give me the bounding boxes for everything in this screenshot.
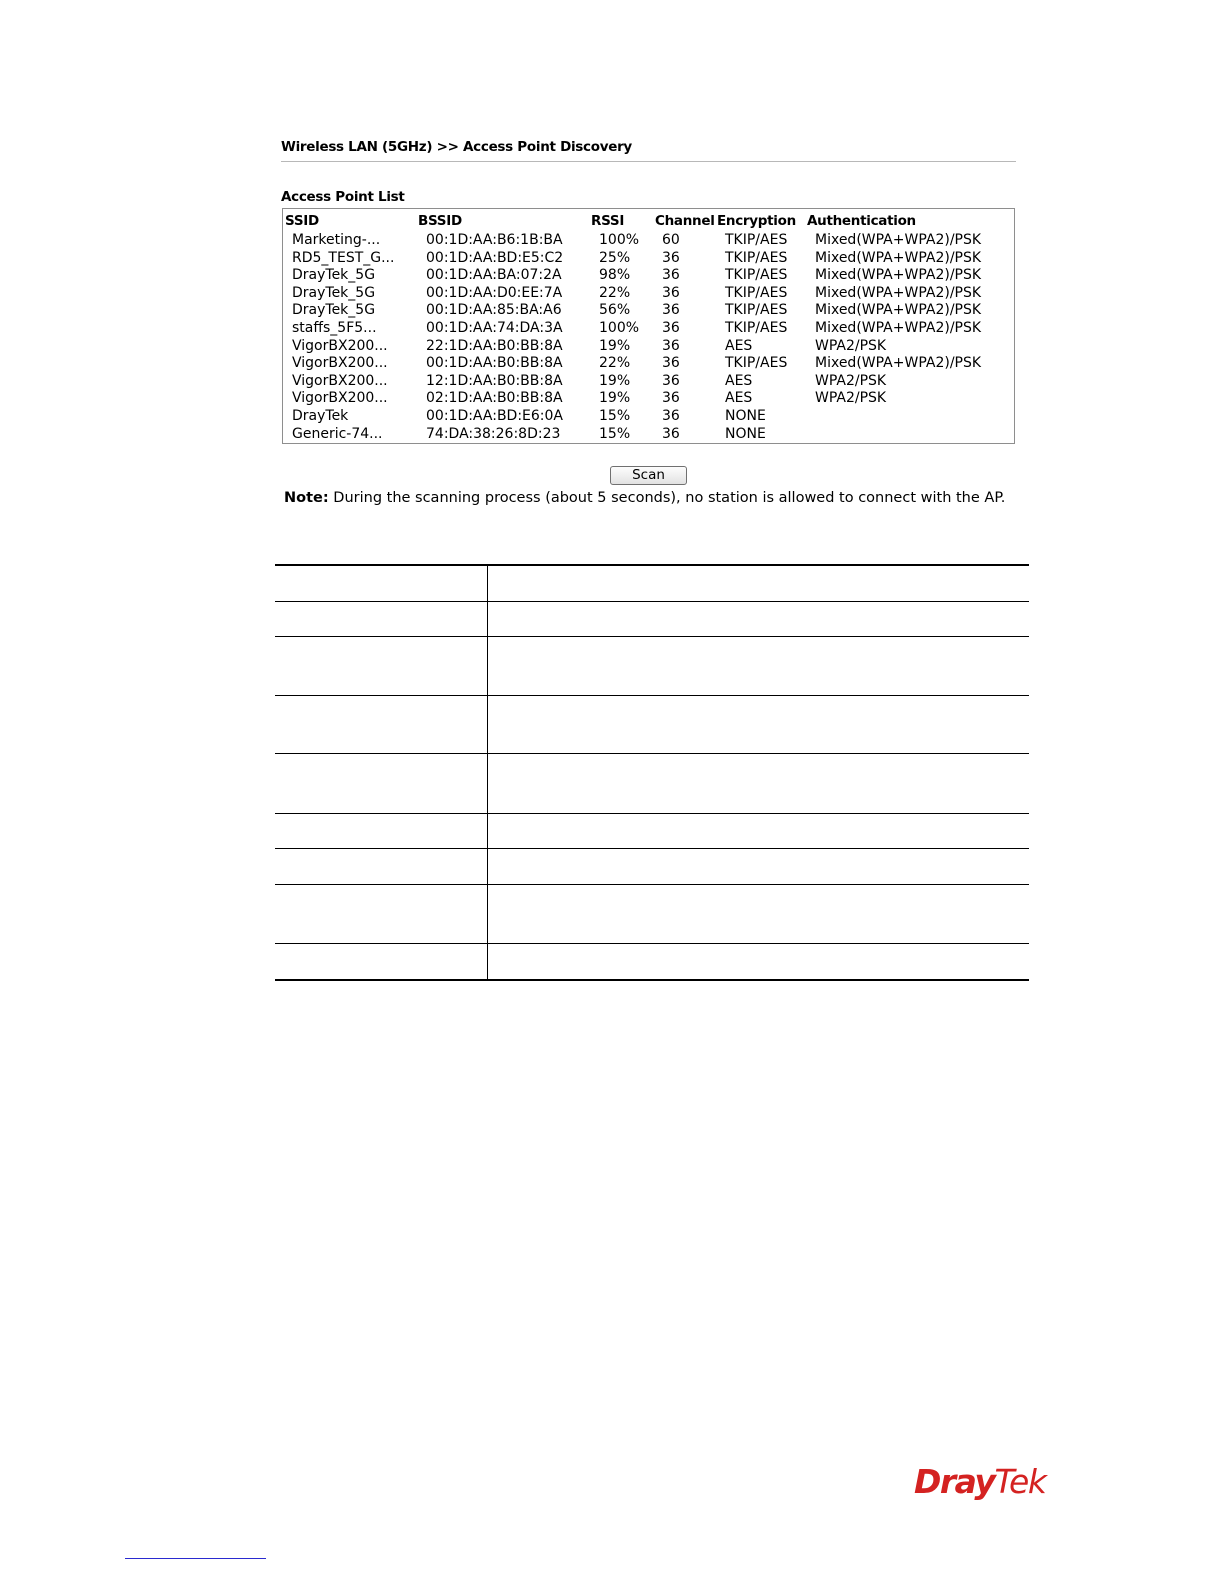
ap-cell-bssid: 22:1D:AA:B0:BB:8A xyxy=(426,337,563,354)
ap-cell-ssid: Marketing-... xyxy=(292,232,381,248)
description-item-cell xyxy=(275,814,488,848)
ap-cell-channel: 36 xyxy=(662,372,680,389)
ap-cell-authentication: WPA2/PSK xyxy=(815,390,887,407)
ap-cell-ssid: RD5_TEST_G... xyxy=(292,249,395,266)
description-text-cell xyxy=(488,637,1029,695)
description-item-cell xyxy=(275,754,488,813)
ap-cell-ssid: staffs_5F5... xyxy=(292,319,377,336)
ap-cell-bssid: 12:1D:AA:B0:BB:8A xyxy=(426,372,563,389)
ap-cell-encryption: TKIP/AES xyxy=(725,355,788,372)
ap-cell-ssid: VigorBX200... xyxy=(292,390,388,407)
ap-row[interactable] xyxy=(283,337,1014,355)
ap-cell-encryption: NONE xyxy=(725,407,766,424)
ap-cell-authentication: Mixed(WPA+WPA2)/PSK xyxy=(815,267,982,284)
ap-cell-channel: 36 xyxy=(662,407,680,424)
ap-cell-rssi: 22% xyxy=(599,355,631,372)
description-text-cell xyxy=(488,754,1029,813)
draytek-logo xyxy=(914,1462,1045,1501)
ap-cell-ssid: DrayTek_5G xyxy=(292,267,376,284)
logo-tek: Tek xyxy=(994,1462,1046,1501)
ap-cell-bssid: 00:1D:AA:BA:07:2A xyxy=(426,267,562,284)
ap-cell-bssid: 00:1D:AA:B6:1B:BA xyxy=(426,232,563,248)
scan-button[interactable]: Scan xyxy=(610,466,687,485)
ap-cell-rssi: 25% xyxy=(599,249,631,266)
ap-cell-channel: 36 xyxy=(662,355,680,372)
ap-cell-bssid: 00:1D:AA:74:DA:3A xyxy=(426,319,563,336)
description-row xyxy=(275,602,1029,637)
ap-cell-encryption: TKIP/AES xyxy=(725,302,788,319)
ap-row[interactable] xyxy=(283,231,1014,249)
ap-cell-ssid: DrayTek_5G xyxy=(292,302,376,319)
ap-cell-bssid: 00:1D:AA:85:BA:A6 xyxy=(426,302,562,319)
ap-cell-bssid: 00:1D:AA:D0:EE:7A xyxy=(426,284,563,301)
ap-cell-authentication: Mixed(WPA+WPA2)/PSK xyxy=(815,249,982,266)
ap-cell-ssid: DrayTek_5G xyxy=(292,284,376,301)
footer-link-line xyxy=(125,1558,266,1559)
scan-note xyxy=(284,490,1005,506)
ap-cell-encryption: AES xyxy=(725,390,753,407)
ap-cell-channel: 36 xyxy=(662,390,680,407)
ap-cell-rssi: 100% xyxy=(599,232,640,248)
ap-cell-encryption: TKIP/AES xyxy=(725,249,788,266)
ap-cell-authentication: WPA2/PSK xyxy=(815,337,887,354)
ap-cell-bssid: 00:1D:AA:BD:E6:0A xyxy=(426,407,564,424)
ap-row[interactable] xyxy=(283,301,1014,319)
description-row xyxy=(275,696,1029,754)
ap-list-header xyxy=(283,209,1014,231)
description-text-cell xyxy=(488,696,1029,753)
ap-row[interactable] xyxy=(283,249,1014,267)
ap-cell-rssi: 19% xyxy=(599,390,631,407)
description-item-cell xyxy=(275,602,488,636)
ap-cell-ssid: VigorBX200... xyxy=(292,372,388,389)
description-text-cell xyxy=(488,566,1029,601)
column-encryption: Encryption xyxy=(717,213,796,229)
ap-cell-channel: 36 xyxy=(662,302,680,319)
ap-cell-channel: 36 xyxy=(662,319,680,336)
ap-cell-authentication: Mixed(WPA+WPA2)/PSK xyxy=(815,232,982,248)
description-text-cell xyxy=(488,602,1029,636)
ap-cell-rssi: 15% xyxy=(599,425,631,442)
description-row xyxy=(275,566,1029,602)
ap-row[interactable] xyxy=(283,354,1014,372)
description-item-cell xyxy=(275,944,488,979)
description-row xyxy=(275,637,1029,696)
description-row xyxy=(275,814,1029,849)
ap-cell-encryption: NONE xyxy=(725,425,766,442)
description-table xyxy=(275,564,1029,981)
ap-row[interactable] xyxy=(283,266,1014,284)
description-item-cell xyxy=(275,849,488,884)
ap-cell-rssi: 98% xyxy=(599,267,631,284)
ap-rows xyxy=(283,231,1014,442)
ap-cell-rssi: 56% xyxy=(599,302,631,319)
ap-cell-bssid: 02:1D:AA:B0:BB:8A xyxy=(426,390,563,407)
description-row xyxy=(275,944,1029,979)
ap-cell-authentication: Mixed(WPA+WPA2)/PSK xyxy=(815,302,982,319)
ap-cell-bssid: 00:1D:AA:B0:BB:8A xyxy=(426,355,563,372)
description-text-cell xyxy=(488,944,1029,979)
ap-cell-authentication: Mixed(WPA+WPA2)/PSK xyxy=(815,319,982,336)
ap-cell-ssid: VigorBX200... xyxy=(292,355,388,372)
ap-cell-channel: 36 xyxy=(662,249,680,266)
description-row xyxy=(275,885,1029,944)
ap-row[interactable] xyxy=(283,389,1014,407)
ap-row[interactable] xyxy=(283,372,1014,390)
ap-row[interactable] xyxy=(283,284,1014,302)
ap-cell-encryption: AES xyxy=(725,372,753,389)
ap-list-title: Access Point List xyxy=(281,189,405,205)
ap-cell-channel: 36 xyxy=(662,425,680,442)
column-authentication: Authentication xyxy=(807,213,916,229)
note-text: During the scanning process (about 5 seconds), no station is allowed to connect with the AP. xyxy=(328,490,1006,506)
column-rssi: RSSI xyxy=(591,213,625,229)
ap-cell-rssi: 15% xyxy=(599,407,631,424)
description-text-cell xyxy=(488,814,1029,848)
description-row xyxy=(275,849,1029,885)
logo-dray: Dray xyxy=(914,1462,995,1501)
ap-cell-authentication: WPA2/PSK xyxy=(815,372,887,389)
ap-cell-encryption: TKIP/AES xyxy=(725,232,788,248)
ap-cell-channel: 60 xyxy=(662,232,680,248)
ap-row[interactable] xyxy=(283,407,1014,425)
ap-row[interactable] xyxy=(283,319,1014,337)
ap-row[interactable] xyxy=(283,425,1014,443)
ap-cell-bssid: 74:DA:38:26:8D:23 xyxy=(426,425,561,442)
page-title: Wireless LAN (5GHz) >> Access Point Discovery xyxy=(281,139,1016,162)
description-text-cell xyxy=(488,885,1029,943)
ap-cell-encryption: TKIP/AES xyxy=(725,284,788,301)
description-item-cell xyxy=(275,885,488,943)
column-channel: Channel xyxy=(655,213,715,229)
ap-list xyxy=(282,208,1015,444)
ap-cell-ssid: DrayTek xyxy=(292,407,349,424)
ap-cell-rssi: 22% xyxy=(599,284,631,301)
column-bssid: BSSID xyxy=(418,213,462,229)
ap-cell-encryption: TKIP/AES xyxy=(725,267,788,284)
description-item-cell xyxy=(275,696,488,753)
description-text-cell xyxy=(488,849,1029,884)
description-item-cell xyxy=(275,566,488,601)
ap-cell-rssi: 100% xyxy=(599,319,640,336)
ap-cell-channel: 36 xyxy=(662,337,680,354)
note-label: Note: xyxy=(284,490,329,506)
ap-cell-rssi: 19% xyxy=(599,337,631,354)
ap-cell-channel: 36 xyxy=(662,267,680,284)
ap-cell-encryption: TKIP/AES xyxy=(725,319,788,336)
ap-cell-ssid: Generic-74... xyxy=(292,425,383,442)
ap-cell-channel: 36 xyxy=(662,284,680,301)
description-item-cell xyxy=(275,637,488,695)
ap-cell-encryption: AES xyxy=(725,337,753,354)
ap-cell-authentication: Mixed(WPA+WPA2)/PSK xyxy=(815,284,982,301)
ap-cell-authentication: Mixed(WPA+WPA2)/PSK xyxy=(815,355,982,372)
description-row xyxy=(275,754,1029,814)
ap-cell-bssid: 00:1D:AA:BD:E5:C2 xyxy=(426,249,564,266)
ap-cell-ssid: VigorBX200... xyxy=(292,337,388,354)
column-ssid: SSID xyxy=(285,213,319,229)
ap-cell-rssi: 19% xyxy=(599,372,631,389)
